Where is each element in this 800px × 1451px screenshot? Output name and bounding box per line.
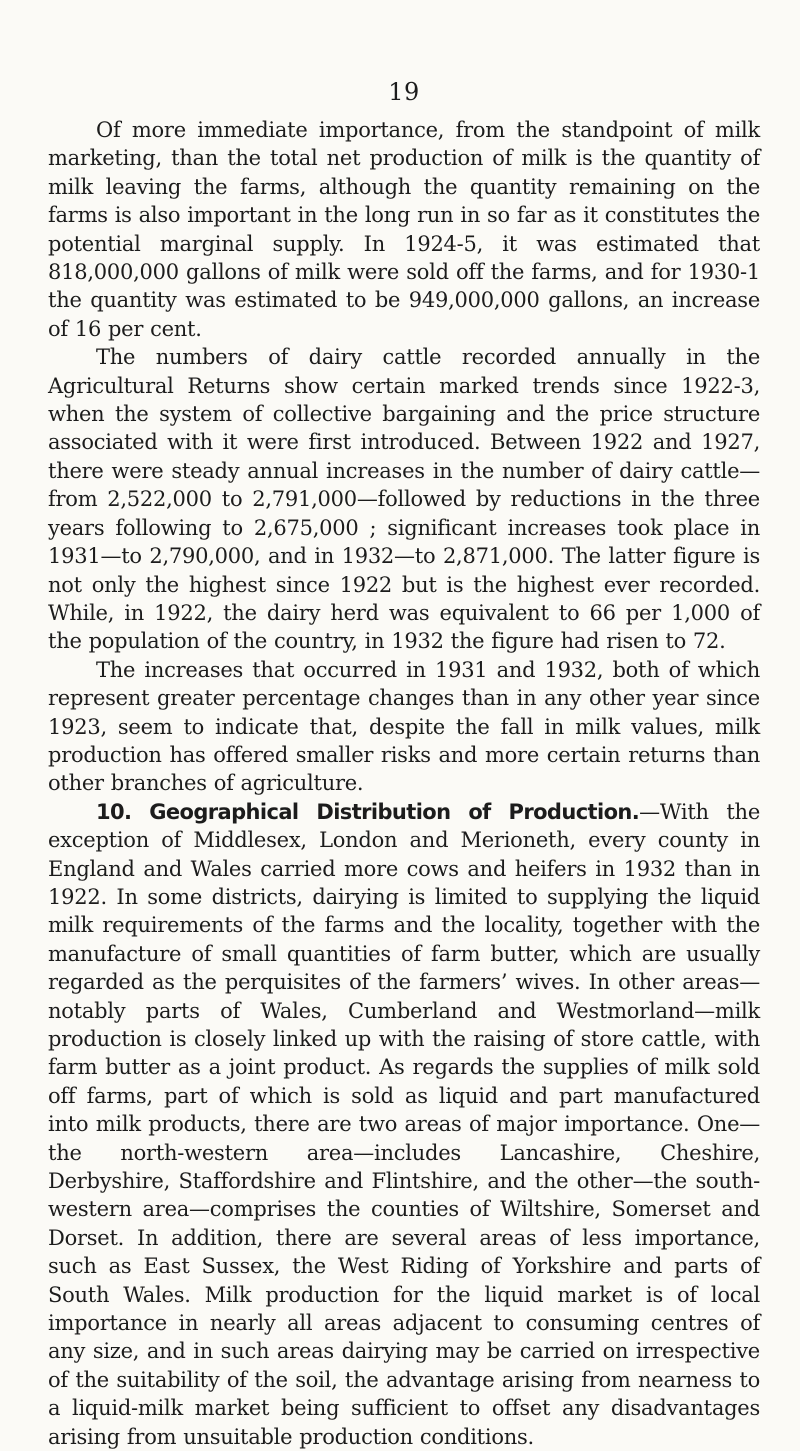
paragraph-increases-1931-1932: The increases that occurred in 1931 and 1932, both of which represent greater percentage changes than in any other year since 1923, seem to indicate that, despite the fall in milk values, milk production has offered smaller risks and more certain returns than other branches of agriculture. (48, 657, 760, 796)
document-page (48, 0, 760, 1451)
paragraph-dairy-cattle-numbers: The numbers of dairy cattle recorded annually in the Agricultural Returns show certain marked trends since 1922-3, when the system of collective bargaining and the price structure associated with it were first introduced. Between 1922 and 1927, there were steady annual increases in the number of dairy cattle—from 2,522,000 to 2,791,000—followed by reductions in the three years following to 2,675,000 ; significant increases took place in 1931—to 2,790,000, and in 1932—to 2,871,000. The latter figure is not only the highest since 1922 but is the highest ever recorded. While, in 1922, the dairy herd was equivalent to 66 per 1,000 of the population of the country, in 1932 the figure had risen to 72. (48, 345, 760, 654)
section-heading: 10. Geographical Distribution of Production. (96, 799, 640, 824)
paragraph-milk-leaving-farms: Of more immediate importance, from the standpoint of milk marketing, than the total net production of milk is the quantity of milk leaving the farms, although the quantity remaining on the farms is also important in the long run in so far as it constitutes the potential marginal supply. In 1924-5, it was estimated that 818,000,000 gallons of milk were sold off the farms, and for 1930-1 the quantity was estimated to be 949,000,000 gallons, an increase of 16 per cent. (48, 118, 760, 341)
section-body: —With the exception of Middlesex, London and Merioneth, every county in England and Wales carried more cows and heifers in 1932 than in 1922. In some districts, dairying is limited to supplying the liquid milk requirements of the farms and the locality, together with the manufacture of small quantities of farm butter, which are usually regarded as the perquisites of the farmers’ wives. In other areas—notably parts of Wales, Cumberland and Westmorland—milk production is closely linked up with the raising of store cattle, with farm butter as a joint product. As regards the supplies of milk sold off farms, part of which is sold as liquid and part manufactured into milk products, there are two areas of major importance. One—the north-western area—includes Lancashire, Cheshire, Derbyshire, Staffordshire and Flintshire, and the other—the south-western area—comprises the counties of Wiltshire, Somerset and Dorset. In addition, there are several areas of less importance, such as East Sussex, the West Riding of Yorkshire and parts of South Wales. Milk production for the liquid market is of local importance in nearly all areas adjacent to consuming centres of any size, and in such areas dairying may be carried on irrespective of the suitability of the soil, the advantage arising from nearness to a liquid-milk market being sufficient to offset any disadvantages arising from unsuitable production conditions. (48, 799, 760, 1449)
paragraph-geographical-distribution (48, 798, 760, 1451)
page-number: 19 (388, 78, 420, 106)
